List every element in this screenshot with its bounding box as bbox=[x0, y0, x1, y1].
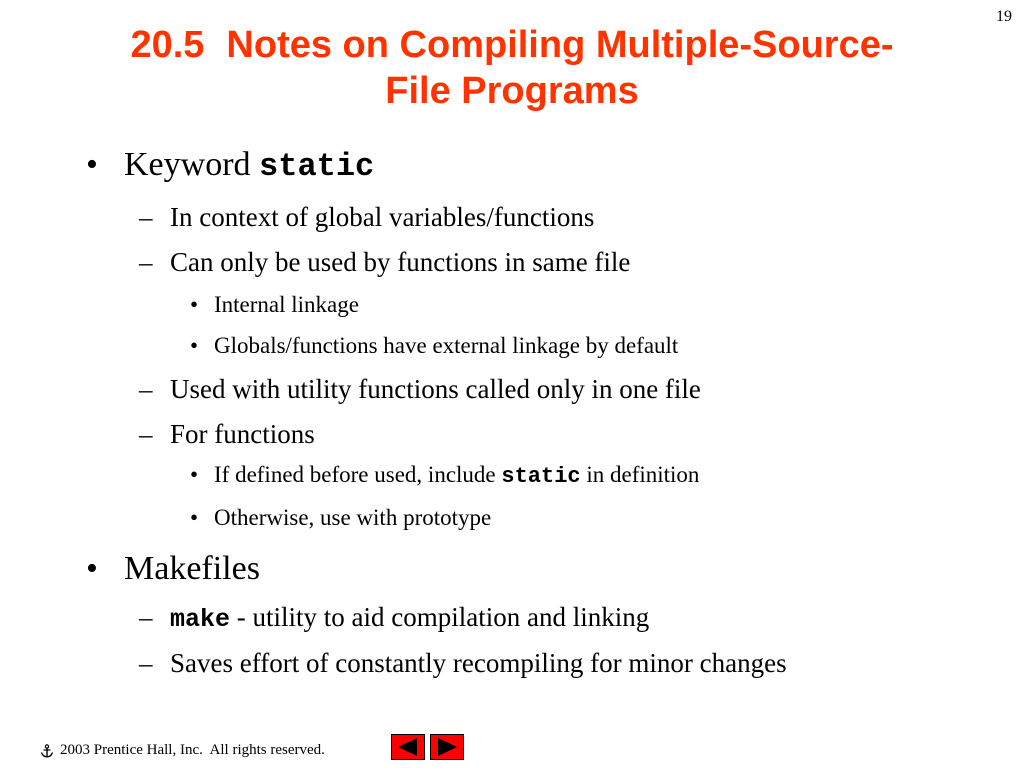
sub-bullet-text: Used with utility functions called only in one file bbox=[170, 374, 701, 404]
bullet-marker: • bbox=[190, 292, 199, 317]
right-arrow-icon[interactable] bbox=[430, 734, 464, 760]
bullet-text: Makefiles bbox=[124, 550, 260, 587]
sub-bullet-same-file bbox=[139, 247, 630, 278]
sub-sub-bullet-internal-linkage bbox=[190, 292, 359, 318]
dash-marker: – bbox=[139, 419, 153, 449]
title-line-2: File Programs bbox=[385, 70, 639, 112]
page-number: 19 bbox=[996, 8, 1012, 25]
sub-bullet-text: In context of global variables/functions bbox=[170, 202, 595, 232]
copyright-text: 2003 Prentice Hall, Inc. All rights reserved. bbox=[60, 742, 325, 758]
slide-title bbox=[60, 22, 964, 114]
bullet-marker: • bbox=[190, 505, 199, 530]
sub-bullet-text: Can only be used by functions in same file bbox=[170, 247, 631, 277]
dash-marker: – bbox=[139, 374, 153, 404]
sub-bullet-make-utility bbox=[139, 602, 649, 634]
footer bbox=[40, 742, 325, 759]
sub-sub-bullet-text: Globals/functions have external linkage by default bbox=[214, 333, 679, 358]
code-static: static bbox=[501, 464, 581, 489]
sub-bullet-utility-functions bbox=[139, 374, 701, 405]
sub-bullet-text: For functions bbox=[170, 419, 315, 449]
section-number: 20.5 bbox=[130, 24, 205, 66]
sub-sub-bullet-external-linkage bbox=[190, 333, 678, 359]
bullet-makefiles bbox=[86, 550, 260, 588]
sub-bullet-global-context bbox=[139, 202, 594, 233]
sub-sub-bullet-defined-before bbox=[190, 462, 699, 489]
sub-sub-bullet-text-end: in definition bbox=[580, 462, 700, 487]
sub-bullet-text: Saves effort of constantly recompiling for minor changes bbox=[170, 648, 787, 678]
sub-bullet-saves-effort bbox=[139, 648, 787, 679]
dash-marker: – bbox=[139, 202, 153, 232]
bullet-text: Keyword bbox=[124, 146, 260, 183]
sub-bullet-for-functions bbox=[139, 419, 315, 450]
bullet-marker: • bbox=[86, 146, 98, 183]
bullet-marker: • bbox=[190, 462, 199, 487]
slide-navigation bbox=[391, 734, 469, 760]
sub-bullet-text: - utility to aid compilation and linking bbox=[230, 602, 650, 632]
dash-marker: – bbox=[139, 247, 153, 277]
left-arrow-icon[interactable] bbox=[391, 734, 425, 760]
sub-sub-bullet-text: If defined before used, include bbox=[214, 462, 502, 487]
dash-marker: – bbox=[139, 602, 153, 632]
sub-sub-bullet-prototype bbox=[190, 505, 491, 531]
code-make: make bbox=[170, 605, 231, 634]
code-static: static bbox=[259, 148, 375, 185]
sub-sub-bullet-text: Internal linkage bbox=[214, 292, 359, 317]
bullet-marker: • bbox=[190, 333, 199, 358]
title-text-1: Notes on Compiling Multiple-Source- bbox=[226, 24, 894, 66]
bullet-marker: • bbox=[86, 550, 98, 587]
anchor-icon bbox=[40, 744, 54, 758]
title-line-1 bbox=[60, 22, 964, 68]
bullet-keyword-static bbox=[86, 146, 374, 185]
dash-marker: – bbox=[139, 648, 153, 678]
sub-sub-bullet-text: Otherwise, use with prototype bbox=[214, 505, 492, 530]
